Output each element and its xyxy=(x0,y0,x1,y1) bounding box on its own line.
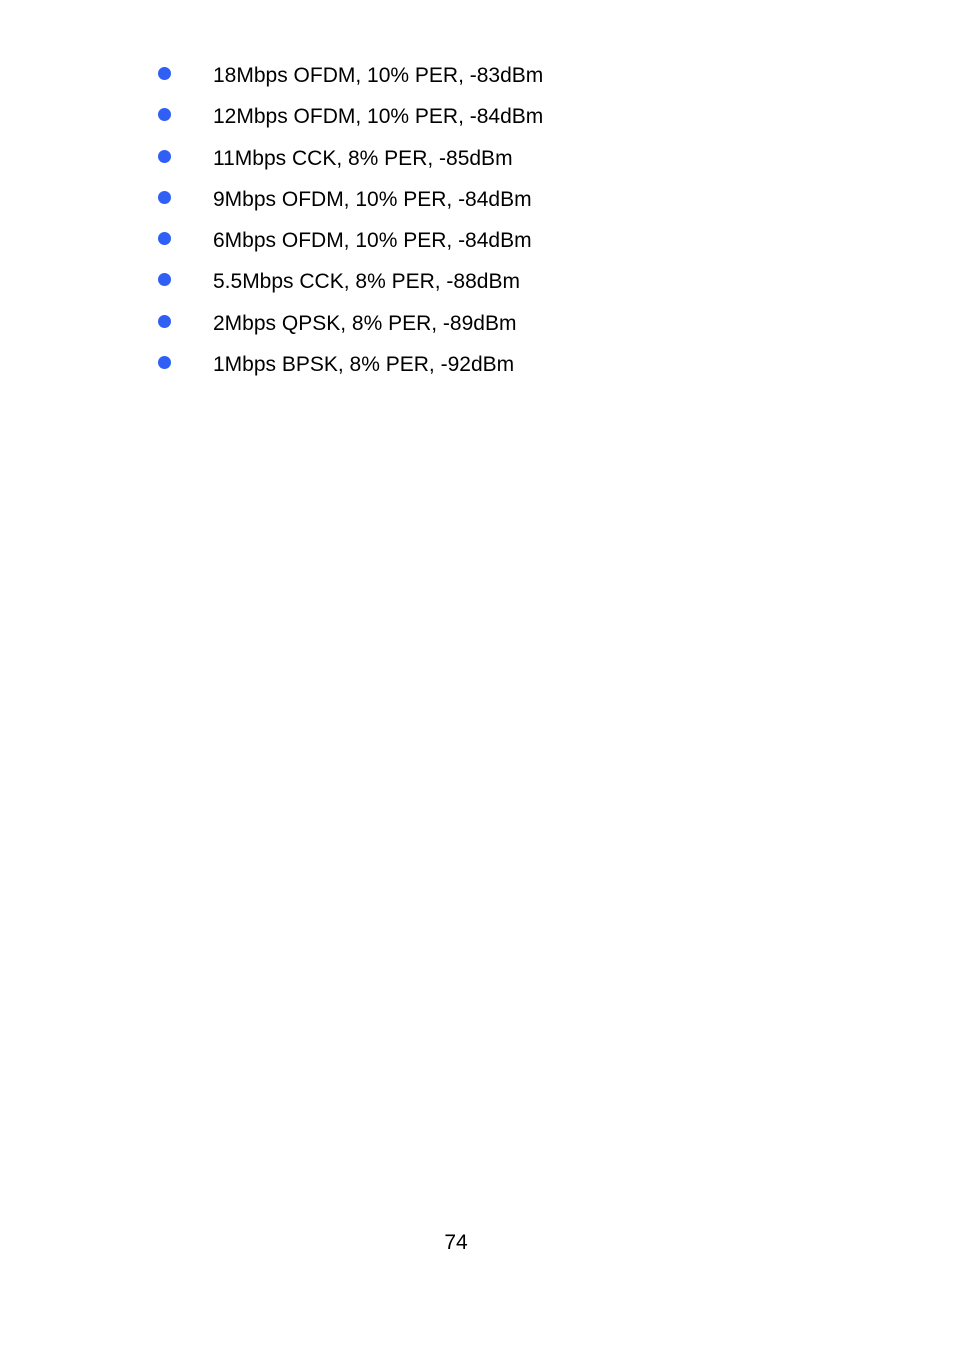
list-item-text: 12Mbps OFDM, 10% PER, -84dBm xyxy=(213,105,544,129)
bullet-icon xyxy=(158,150,171,163)
list-item-text: 11Mbps CCK, 8% PER, -85dBm xyxy=(213,146,513,170)
list-item xyxy=(0,183,954,224)
list-item-text: 9Mbps OFDM, 10% PER, -84dBm xyxy=(213,187,532,211)
page-number: 74 xyxy=(444,1231,468,1254)
list-item xyxy=(0,59,954,100)
bullet-icon xyxy=(158,273,171,286)
sensitivity-list xyxy=(0,59,954,389)
list-item-text: 6Mbps OFDM, 10% PER, -84dBm xyxy=(213,229,532,253)
bullet-icon xyxy=(158,356,171,369)
list-item xyxy=(0,307,954,348)
list-item-text: 1Mbps BPSK, 8% PER, -92dBm xyxy=(213,353,515,377)
list-item xyxy=(0,224,954,265)
list-item xyxy=(0,100,954,141)
bullet-icon xyxy=(158,108,171,121)
list-item xyxy=(0,265,954,306)
list-item xyxy=(0,142,954,183)
bullet-icon xyxy=(158,315,171,328)
bullet-icon xyxy=(158,67,171,80)
list-item-text: 5.5Mbps CCK, 8% PER, -88dBm xyxy=(213,270,520,294)
list-item-text: 18Mbps OFDM, 10% PER, -83dBm xyxy=(213,64,544,87)
list-item xyxy=(0,348,954,389)
bullet-icon xyxy=(158,191,171,204)
list-item-text: 2Mbps QPSK, 8% PER, -89dBm xyxy=(213,311,517,335)
bullet-icon xyxy=(158,232,171,245)
